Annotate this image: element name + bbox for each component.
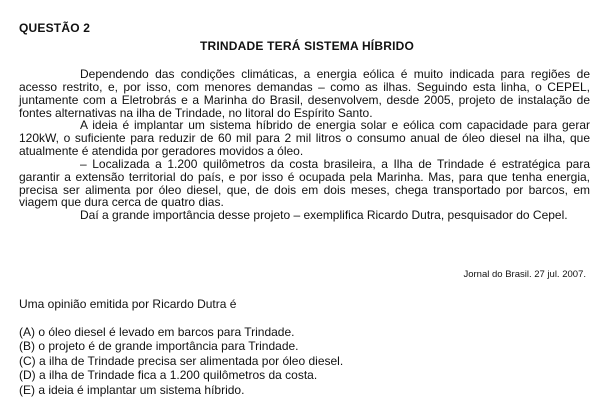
article-source: Jornal do Brasil. 27 jul. 2007. <box>463 269 586 280</box>
article-paragraph: Daí a grande importância desse projeto – exemplifica Ricardo Dutra, pesquisador do Cepel. <box>80 208 568 223</box>
article-body <box>19 68 590 222</box>
answer-option-e[interactable]: (E) a ideia é implantar um sistema híbrido. <box>19 382 245 397</box>
article-paragraph: Dependendo das condições climáticas, a energia eólica é muito indicada para regiões de acesso restrito, e, por isso, com menores demandas – como as ilhas. Seguindo esta linha, o CEPEL, juntamente com a Eletrobrás e a Marinha do Brasil, desenvolvem, desde 2005, projeto de instalação de fontes alternativas na ilha de Trindade, no litoral do Espírito Santo. <box>19 67 590 120</box>
answer-option-d[interactable]: (D) a ilha de Trindade fica a 1.200 quilômetros da costa. <box>19 368 318 383</box>
question-prompt: Uma opinião emitida por Ricardo Dutra é <box>19 297 237 311</box>
answer-option-b[interactable]: (B) o projeto é de grande importância para Trindade. <box>19 339 299 354</box>
answer-option-a[interactable]: (A) o óleo diesel é levado em barcos para Trindade. <box>19 325 295 339</box>
answer-option-c[interactable]: (C) a ilha de Trindade precisa ser alimentada por óleo diesel. <box>19 353 344 368</box>
answer-options <box>19 325 343 397</box>
article-title: TRINDADE TERÁ SISTEMA HÍBRIDO <box>199 39 415 53</box>
question-number: QUESTÃO 2 <box>19 21 91 35</box>
article-paragraph: A ideia é implantar um sistema híbrido de energia solar e eólica com capacidade para gerar 120kW, o suficiente para reduzir de 60 mil para 2 mil litros o consumo anual de óleo diesel na ilha, que atualmente é atendida por geradores movidos a óleo. <box>19 118 590 159</box>
article-paragraph: – Localizada a 1.200 quilômetros da costa brasileira, a Ilha de Trindade é estratégica para garantir a extensão territorial do país, e por isso é ocupada pela Marinha. Mas, para que tenha energia, precisa ser alimenta por óleo diesel, que, de dois em dois meses, chega transportado por barcos, em viagem que dura cerca de quatro dias. <box>19 156 590 210</box>
